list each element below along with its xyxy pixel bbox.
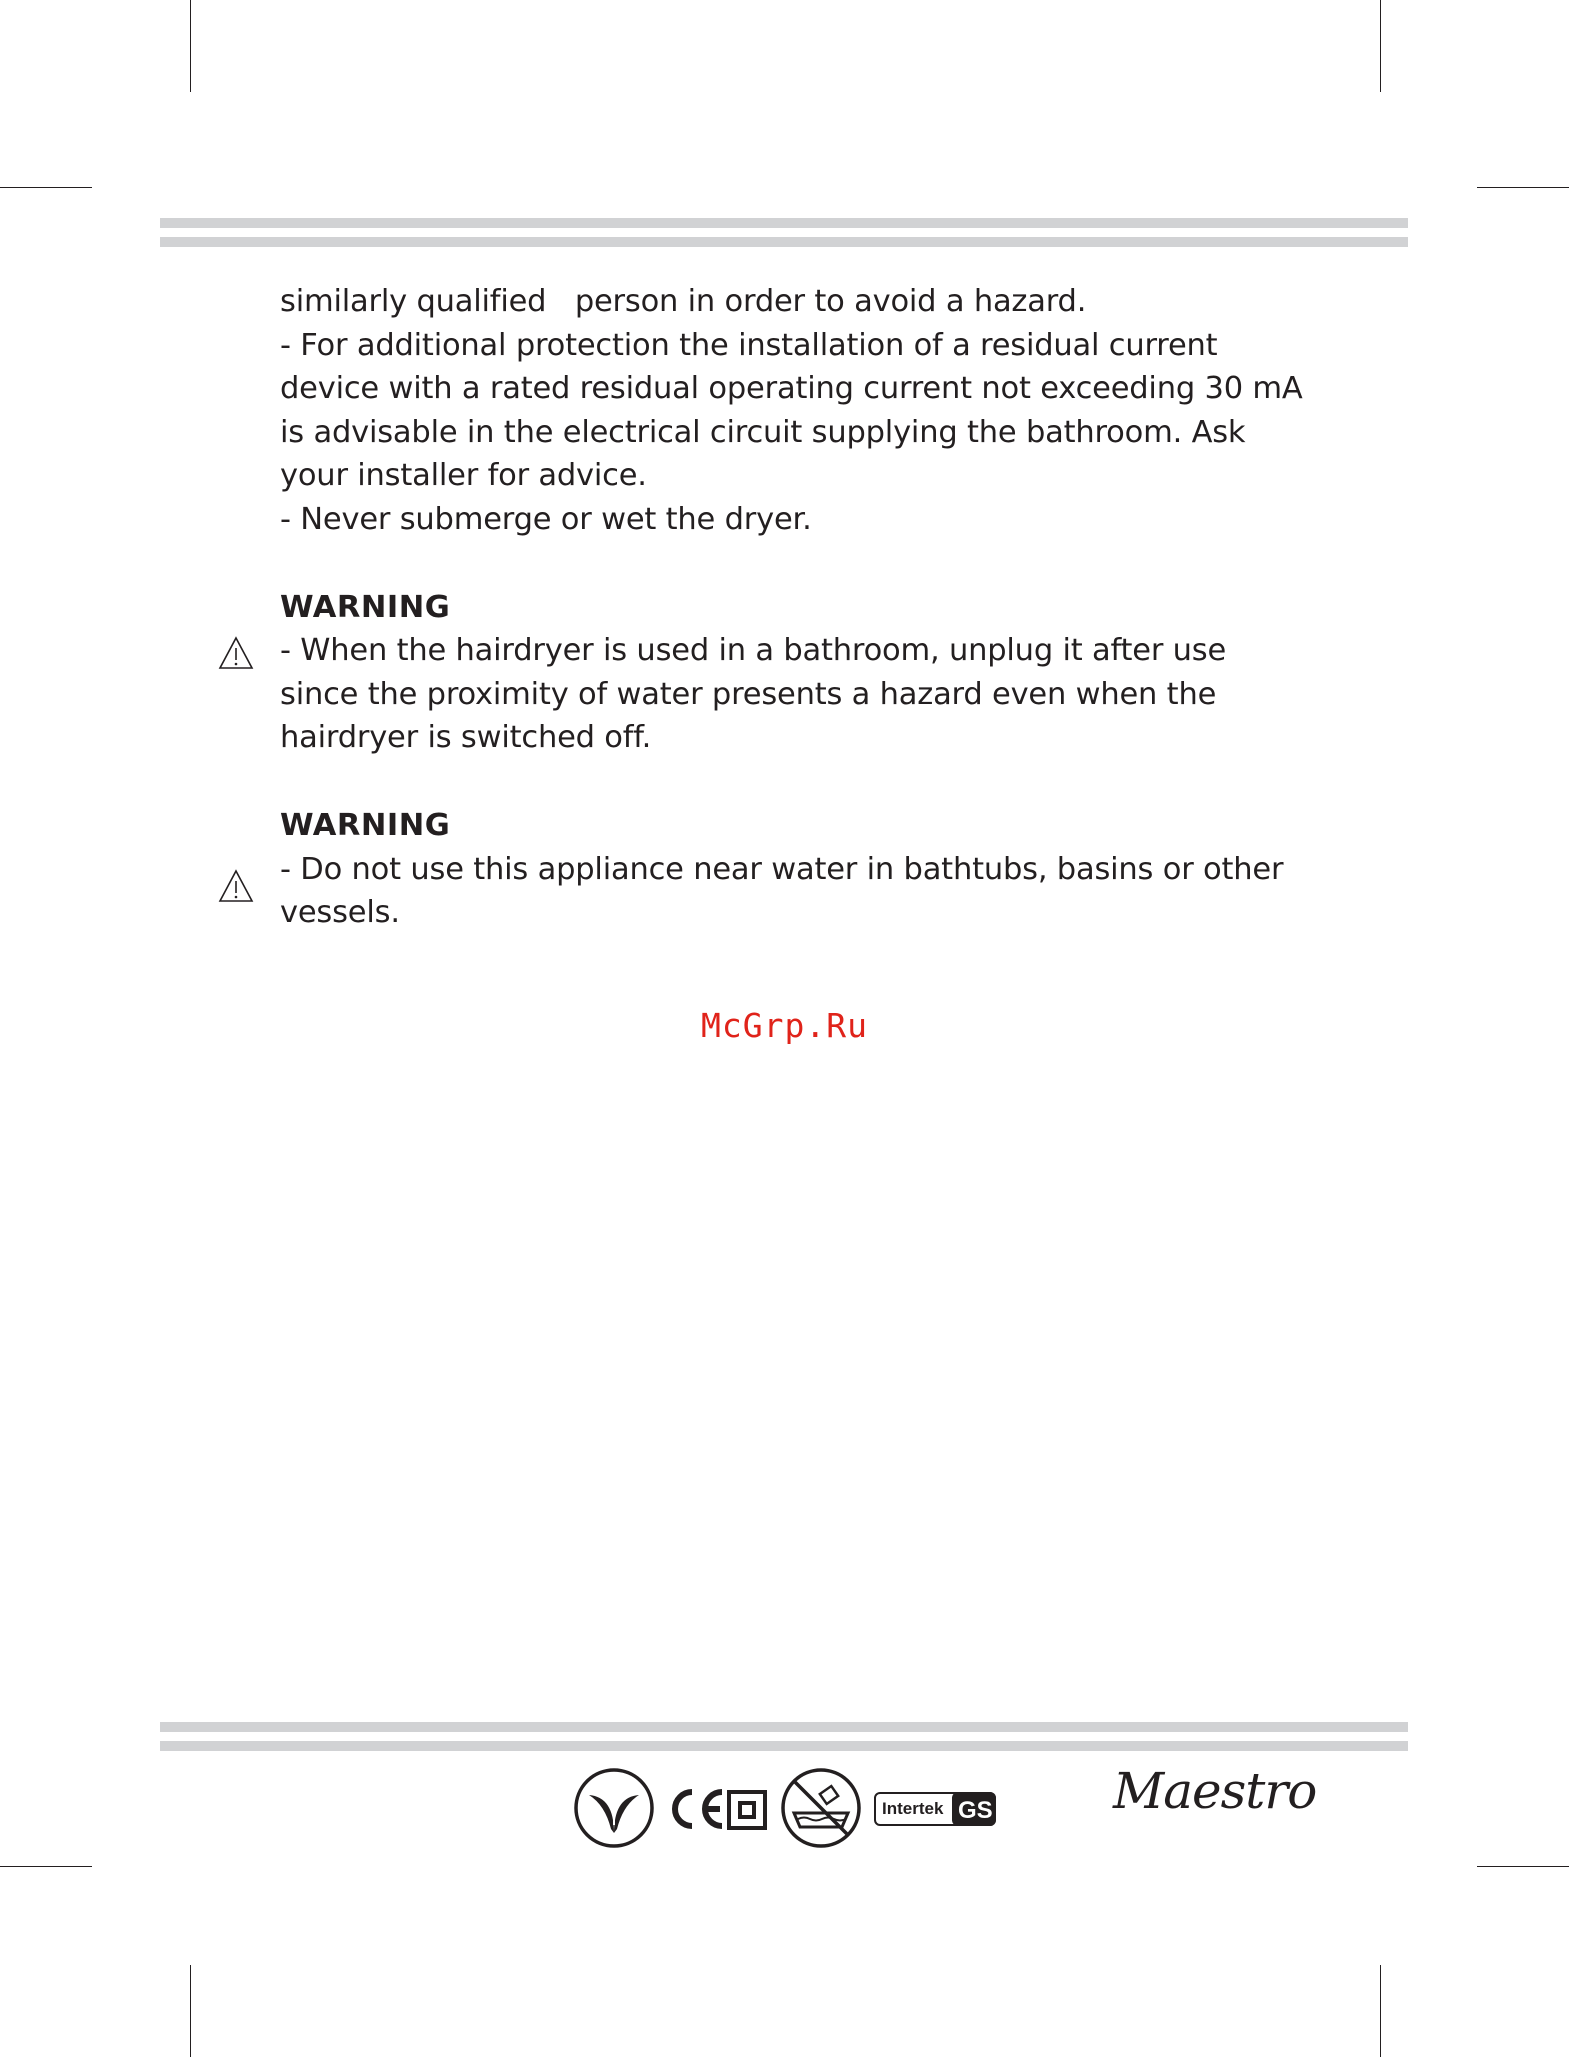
no-water-bath-icon <box>780 1767 862 1849</box>
gs-mark-icon <box>952 1792 996 1826</box>
brand-logo: Maestro <box>1113 1762 1317 1820</box>
ua-conformity-mark-icon <box>573 1767 655 1849</box>
double-insulation-icon <box>727 1790 767 1830</box>
watermark: McGrp.Ru <box>701 1006 868 1045</box>
crop-mark <box>1477 1866 1569 1867</box>
footer-rule <box>160 1741 1408 1751</box>
crop-mark <box>0 1866 92 1867</box>
header-rule <box>160 237 1408 247</box>
warning-text: - Do not use this appliance near water in bathtubs, basins or other vessels. <box>280 851 1293 931</box>
header-rule <box>160 218 1408 228</box>
crop-mark <box>1477 187 1569 188</box>
footer-rule <box>160 1722 1408 1732</box>
manual-body <box>280 280 1310 935</box>
safety-paragraph: similarly qualified person in order to avoid a hazard. - For additional protection the installation of a residual current device with a rated residual operating current not exceeding 30 mA is advisable in the electrical circuit supplying the bathroom. Ask your installer for advice. - Never submerge or wet the dryer. <box>280 284 1303 537</box>
warning-heading: WARNING <box>280 589 451 625</box>
warning-text: - When the hairdryer is used in a bathroom, unplug it after use since the proximity of water presents a hazard even when the hairdryer is switched off. <box>280 633 1236 756</box>
intertek-label: Intertek <box>882 1799 944 1818</box>
crop-mark <box>0 187 92 188</box>
warning-triangle-icon <box>218 869 254 903</box>
crop-mark <box>190 0 191 92</box>
crop-mark <box>1380 0 1381 92</box>
warning-heading: WARNING <box>280 807 451 843</box>
ce-mark-icon <box>666 1786 728 1832</box>
crop-mark <box>190 1965 191 2057</box>
warning-triangle-icon <box>218 636 254 670</box>
crop-mark <box>1380 1965 1381 2057</box>
gs-label: GS <box>958 1797 993 1824</box>
